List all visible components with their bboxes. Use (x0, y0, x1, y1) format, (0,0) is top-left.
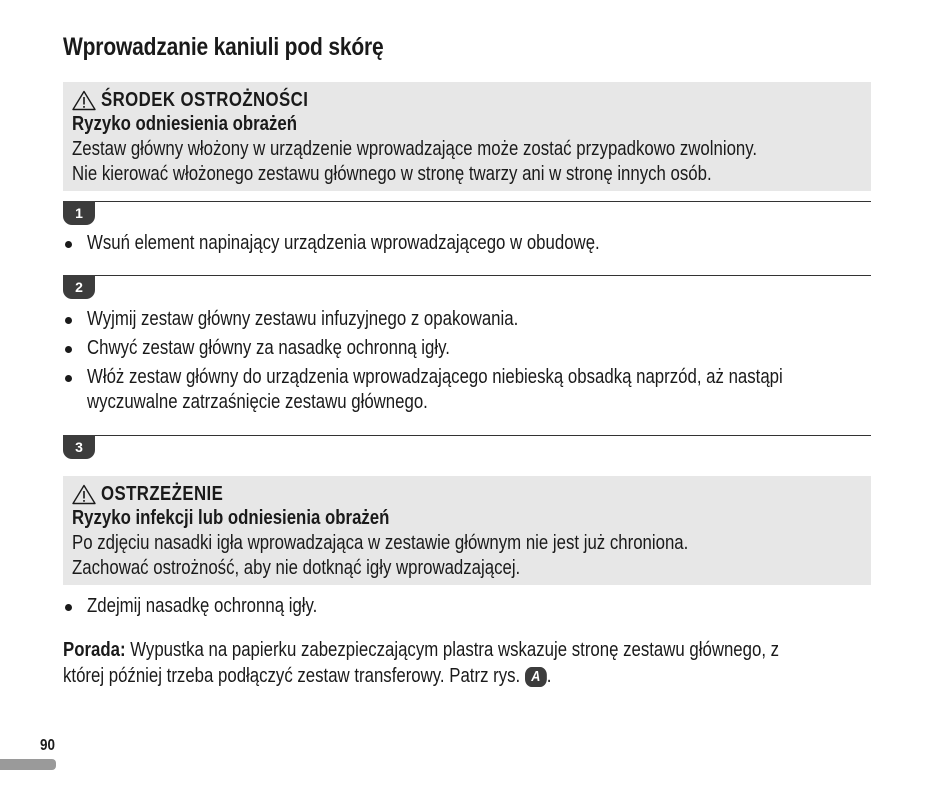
list-item: Wsuń element napinający urządzenia wprowadzającego w obudowę. (63, 231, 697, 256)
step-divider (63, 275, 871, 276)
step-number-badge: 3 (63, 435, 95, 459)
step-divider (63, 435, 871, 436)
step-2-header (63, 275, 871, 299)
figure-ref-badge: A (525, 667, 547, 687)
warning-subheading: Ryzyko infekcji lub odniesienia obrażeń (72, 507, 390, 529)
step-3-list (63, 594, 361, 623)
step-1-header (63, 201, 871, 225)
list-item: Włóż zestaw główny do urządzenia wprowadzającego niebieską obsadką naprzód, aż nastąpi wyczuwalne zatrzaśnięcie zestawu głównego. (63, 365, 915, 415)
tip-label: Porada: (63, 639, 126, 661)
warning-heading: OSTRZEŻENIE (101, 482, 224, 505)
step-3-header (63, 435, 871, 459)
step-1-list (63, 231, 697, 260)
warning-triangle-icon (72, 90, 96, 111)
step-number-badge: 2 (63, 275, 95, 299)
tip-line: Porada: Wypustka na papierku zabezpieczającym plastra wskazuje stronę zestawu głównego, z (63, 639, 780, 661)
list-item: Zdejmij nasadkę ochronną igły. (63, 594, 361, 619)
step-2-list (63, 307, 915, 415)
caution-subheading: Ryzyko odniesienia obrażeń (72, 113, 298, 135)
step-divider (63, 201, 871, 202)
warning-triangle-icon (72, 484, 96, 505)
tip-line: której później trzeba podłączyć zestaw transferowy. Patrz rys. A . (63, 665, 552, 687)
warning-text-line: Po zdjęciu nasadki igła wprowadzająca w zestawie głównym nie jest już chroniona. (72, 532, 689, 554)
warning-header (72, 482, 871, 506)
page-title: Wprowadzanie kaniuli pod skórę (63, 33, 384, 61)
caution-callout (63, 82, 871, 191)
caution-heading: ŚRODEK OSTROŻNOŚCI (101, 88, 309, 111)
caution-text-line: Nie kierować włożonego zestawu głównego w stronę twarzy ani w stronę innych osób. (72, 163, 712, 185)
tip-paragraph (63, 637, 915, 689)
warning-text-line: Zachować ostrożność, aby nie dotknąć igły wprowadzającej. (72, 557, 521, 579)
page-tab-bar (0, 759, 56, 770)
step-number-badge: 1 (63, 201, 95, 225)
caution-header (72, 88, 871, 112)
caution-text-line: Zestaw główny włożony w urządzenie wprowadzające może zostać przypadkowo zwolniony. (72, 138, 758, 160)
list-item: Wyjmij zestaw główny zestawu infuzyjnego z opakowania. (63, 307, 915, 332)
warning-callout (63, 476, 871, 585)
page-number: 90 (40, 737, 55, 754)
list-item: Chwyć zestaw główny za nasadkę ochronną igły. (63, 336, 915, 361)
